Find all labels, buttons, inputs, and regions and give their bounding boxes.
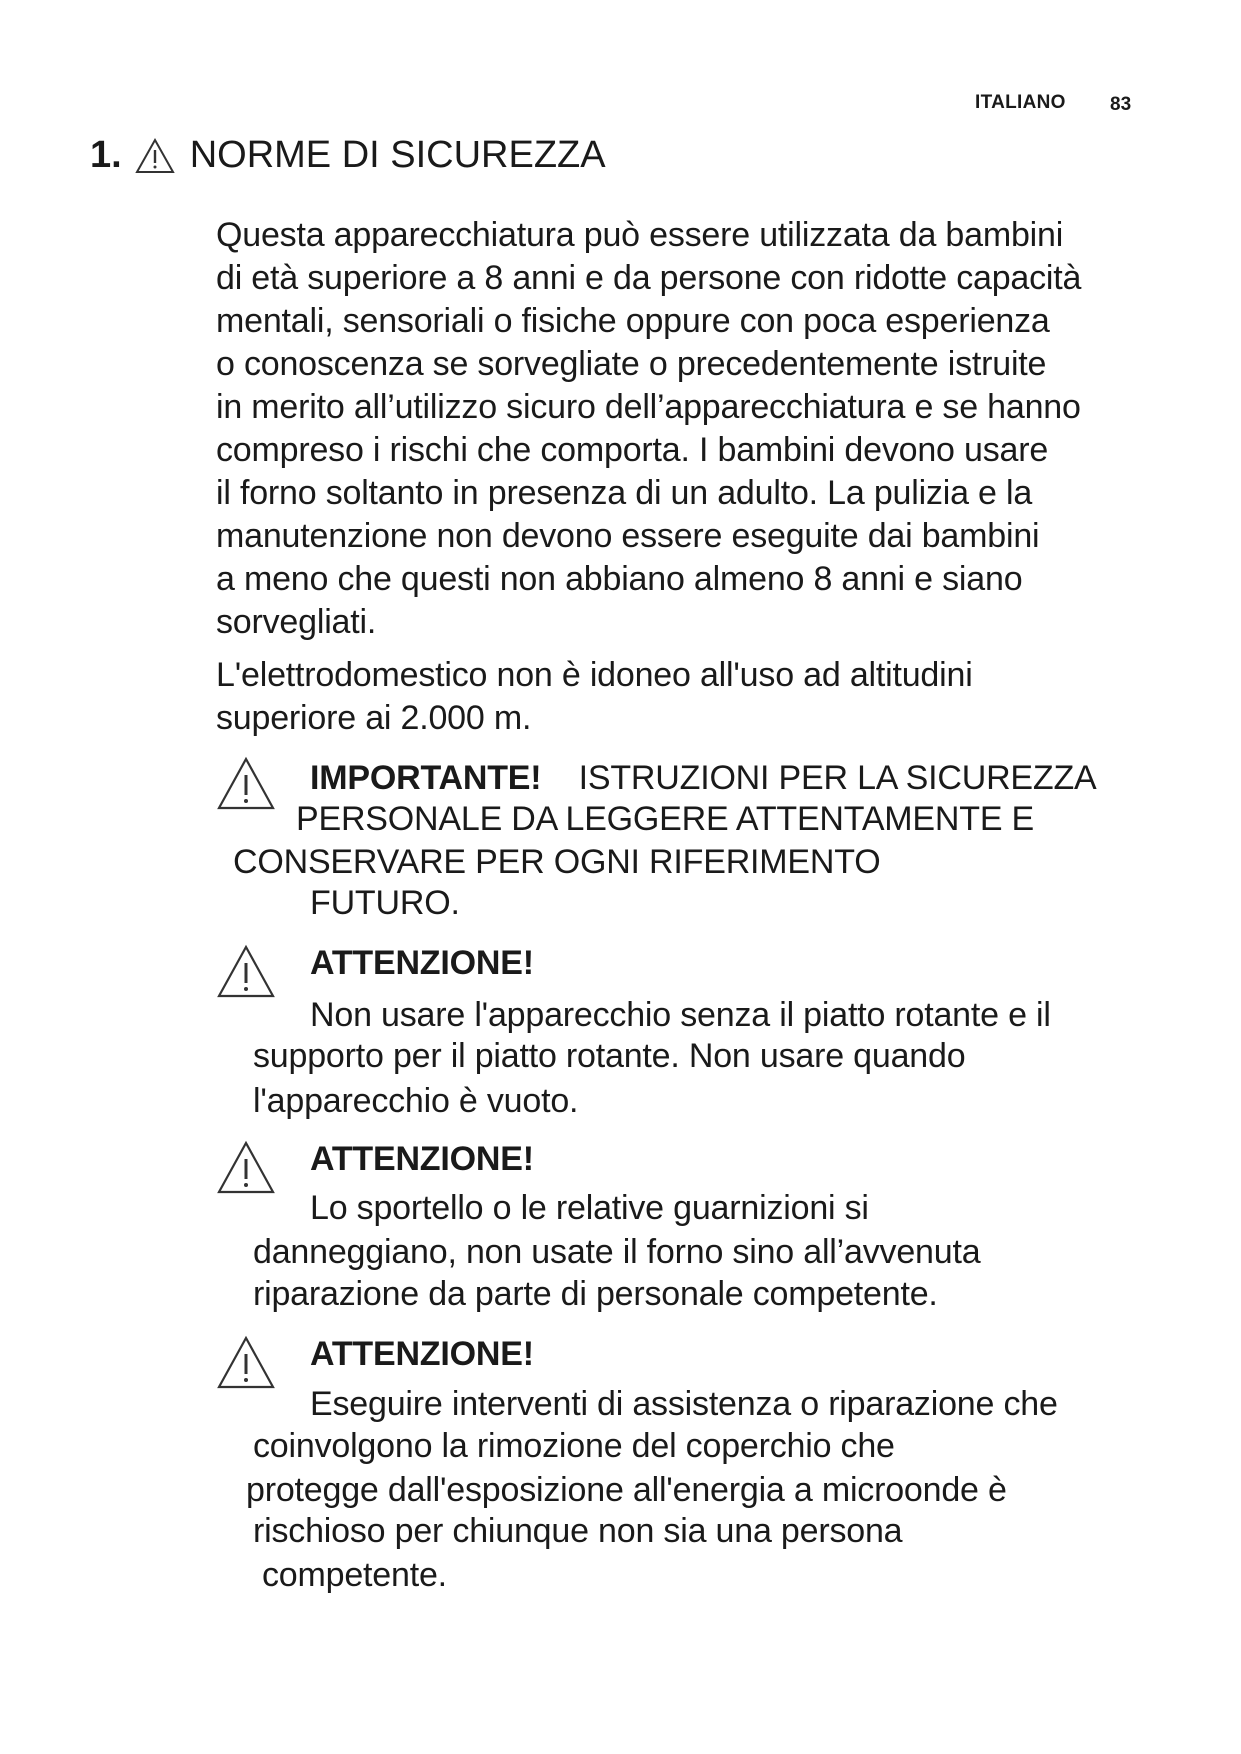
warning-3-line-1: Eseguire interventi di assistenza o riparazione che (310, 1385, 1058, 1423)
important-heading (310, 757, 1097, 800)
header-language: ITALIANO (975, 92, 1066, 113)
warning-3-line-2: coinvolgono la rimozione del coperchio che (253, 1427, 895, 1465)
intro-paragraph-1 (216, 214, 1081, 644)
page-number: 83 (1110, 94, 1132, 115)
warning-1-line-1: Non usare l'apparecchio senza il piatto rotante e il (310, 996, 1051, 1034)
section-number: 1. (90, 134, 122, 176)
warning-triangle-icon (134, 137, 176, 175)
text-line: mentali, sensoriali o fisiche oppure con poca esperienza (216, 302, 1050, 340)
text-line: o conoscenza se sorvegliate o precedentemente istruite (216, 345, 1047, 383)
warning-triangle-icon (216, 944, 276, 1000)
important-label: IMPORTANTE! (310, 759, 542, 797)
important-line-3: CONSERVARE PER OGNI RIFERIMENTO (233, 843, 881, 881)
intro-paragraph-2 (216, 654, 973, 740)
text-line: il forno soltanto in presenza di un adulto. La pulizia e la (216, 474, 1033, 512)
important-line-2: PERSONALE DA LEGGERE ATTENTAMENTE E (296, 800, 1035, 838)
warning-3-label: ATTENZIONE! (310, 1335, 534, 1373)
warning-triangle-icon (216, 1140, 276, 1196)
text-line: compreso i rischi che comporta. I bambini devono usare (216, 431, 1049, 469)
warning-3-line-3: protegge dall'esposizione all'energia a microonde è (246, 1471, 1007, 1509)
warning-2-line-2: danneggiano, non usate il forno sino all’avvenuta (253, 1233, 981, 1271)
text-line: di età superiore a 8 anni e da persone con ridotte capacità (216, 259, 1082, 297)
warning-1-line-2: supporto per il piatto rotante. Non usare quando (253, 1037, 966, 1075)
warning-3-line-4: rischioso per chiunque non sia una persona (253, 1512, 903, 1550)
text-line: a meno che questi non abbiano almeno 8 anni e siano (216, 560, 1023, 598)
warning-triangle-icon (216, 756, 276, 812)
text-line: Questa apparecchiatura può essere utilizzata da bambini (216, 216, 1064, 254)
text-line: sorvegliati. (216, 603, 377, 641)
important-line-4: FUTURO. (310, 884, 460, 922)
important-line-1: ISTRUZIONI PER LA SICUREZZA (578, 759, 1097, 797)
warning-3-line-5: competente. (262, 1556, 447, 1594)
text-line: L'elettrodomestico non è idoneo all'uso ad altitudini (216, 656, 973, 694)
warning-2-line-1: Lo sportello o le relative guarnizioni si (310, 1189, 869, 1227)
section-title-text: NORME DI SICUREZZA (189, 134, 606, 176)
warning-2-label: ATTENZIONE! (310, 1140, 534, 1178)
text-line: in merito all’utilizzo sicuro dell’apparecchiatura e se hanno (216, 388, 1081, 426)
section-title (90, 134, 606, 177)
warning-2-line-3: riparazione da parte di personale competente. (253, 1275, 938, 1313)
text-line: superiore ai 2.000 m. (216, 699, 532, 737)
text-line: manutenzione non devono essere eseguite dai bambini (216, 517, 1040, 555)
warning-triangle-icon (216, 1335, 276, 1391)
warning-1-label: ATTENZIONE! (310, 944, 534, 982)
warning-1-line-3: l'apparecchio è vuoto. (253, 1082, 579, 1120)
